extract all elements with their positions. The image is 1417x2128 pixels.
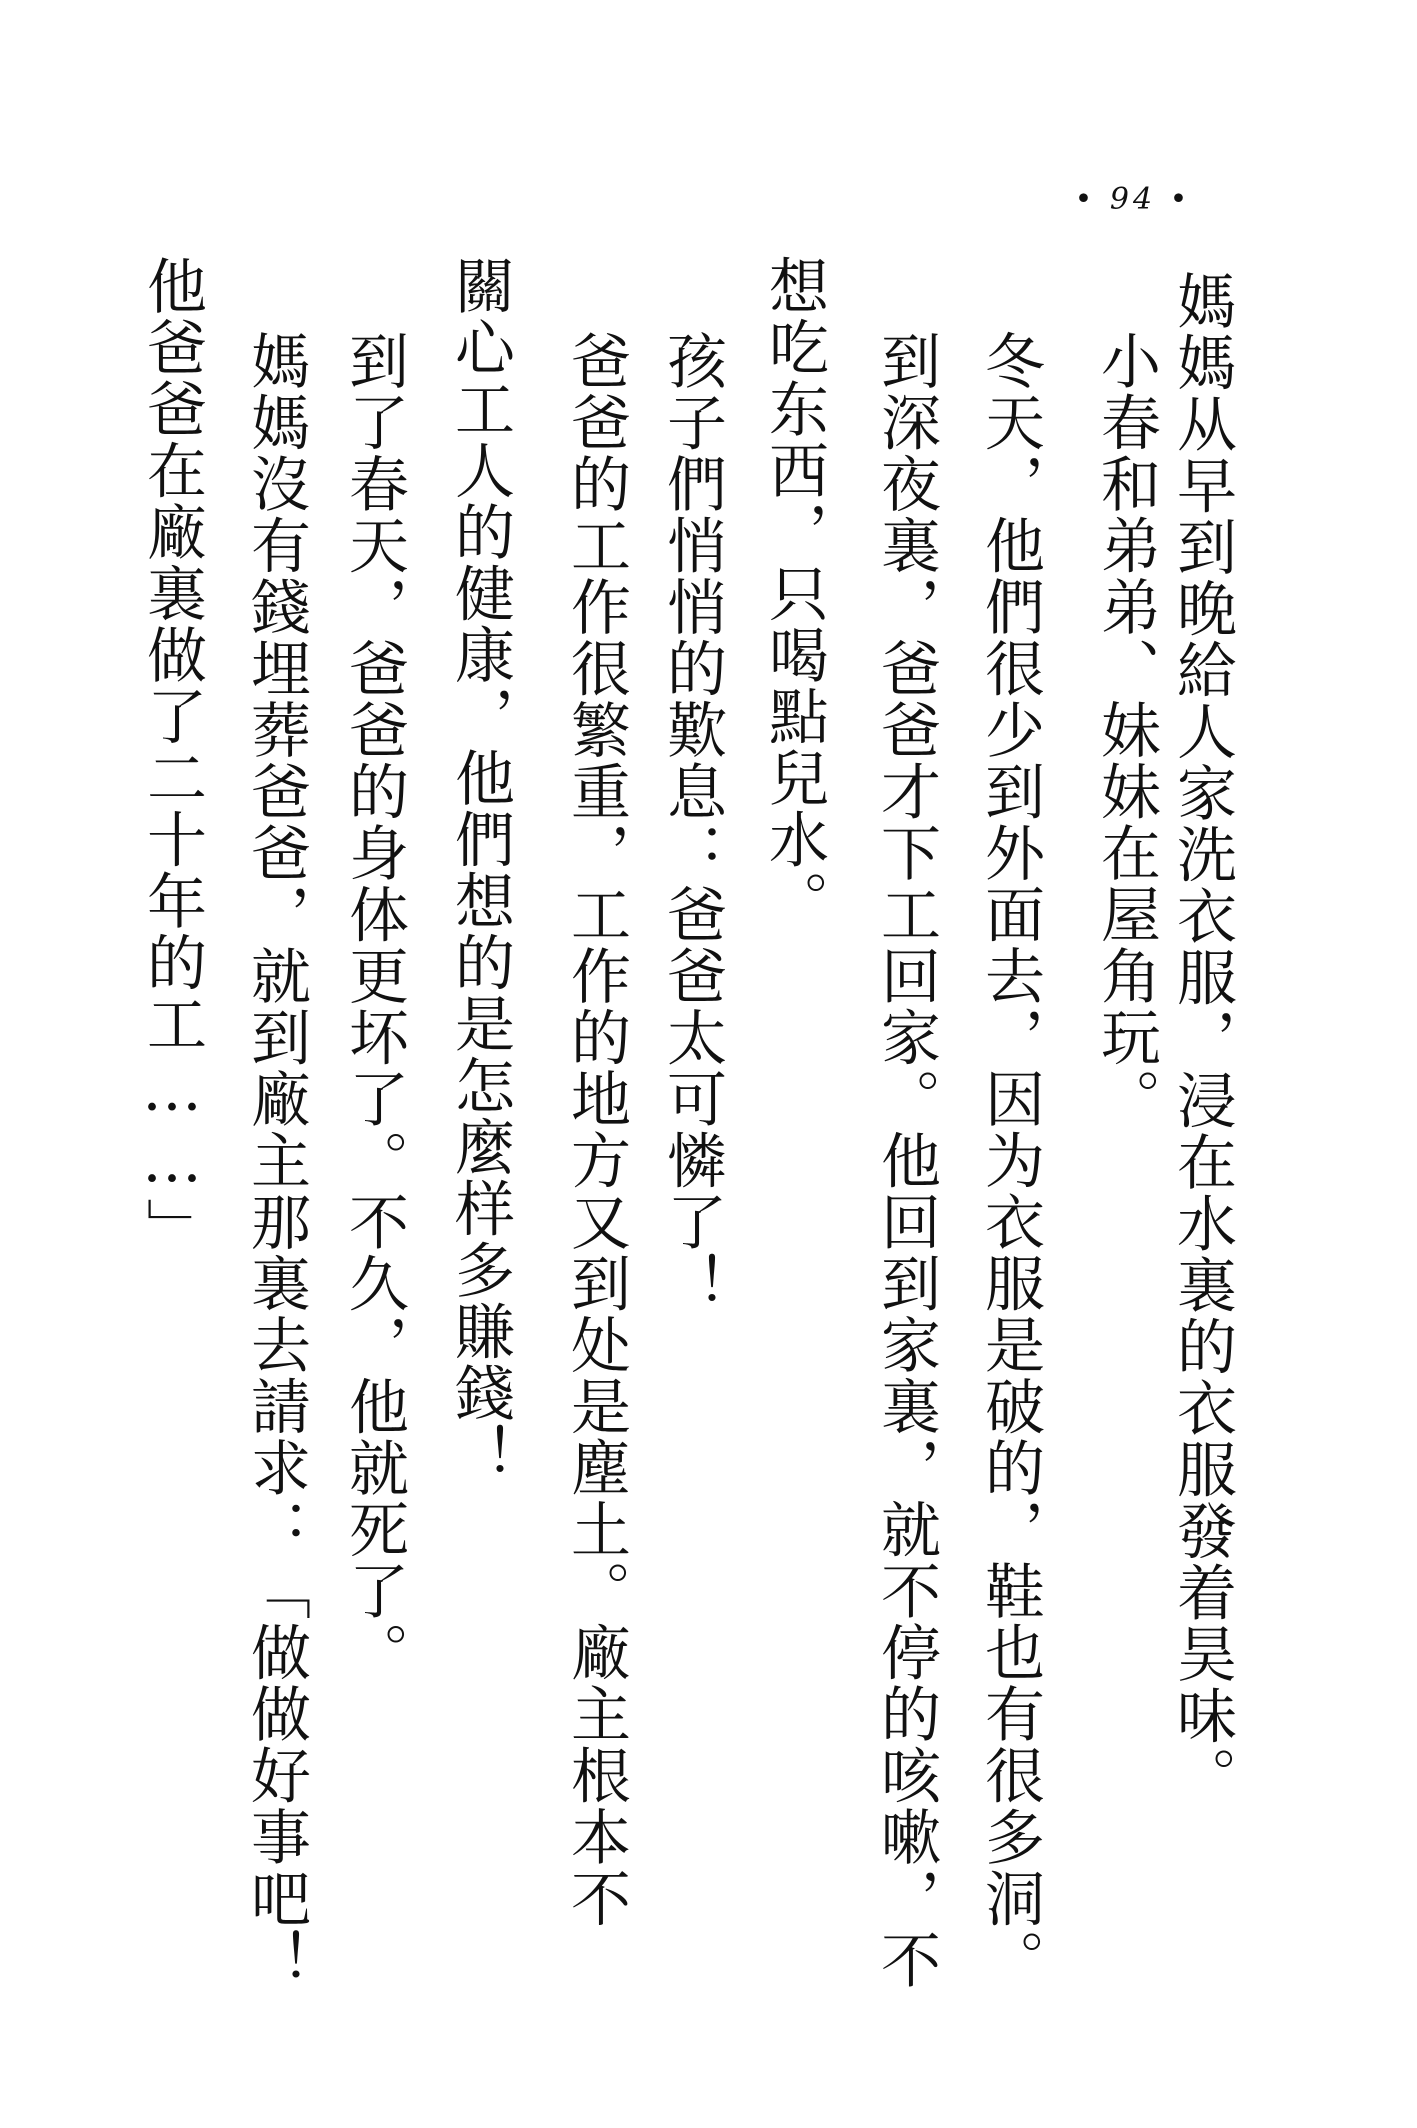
text-column-11: 他爸爸在廠裏做了二十年的工……」 <box>137 255 207 1259</box>
text-column-10: 媽媽沒有錢埋葬爸爸，就到廠主那裏去請求：「做做好事吧！ <box>241 330 311 1991</box>
text-column-5: 想吃东西，只喝點兒水。 <box>759 255 829 932</box>
text-column-7: 爸爸的工作很繁重，工作的地方又到处是塵土。廠主根本不 <box>561 330 631 1929</box>
text-column-9: 到了春天，爸爸的身体更坏了。不久，他就死了。 <box>339 330 409 1683</box>
text-column-6: 孩子們悄悄的歎息：爸爸太可憐了！ <box>657 330 727 1314</box>
text-column-1: 媽媽从早到晚給人家洗衣服，浸在水裏的衣服發着昊味。 <box>1167 270 1237 1808</box>
page-number: • 94 • <box>1074 182 1192 217</box>
text-column-2: 小春和弟弟、妹妹在屋角玩。 <box>1091 330 1161 1130</box>
text-column-4: 到深夜裏，爸爸才下工回家。他回到家裏，就不停的咳嗽，不 <box>871 330 941 1991</box>
text-column-3: 冬天，他們很少到外面去，因为衣服是破的，鞋也有很多洞。 <box>975 330 1045 1991</box>
text-column-8: 關心工人的健康，他們想的是怎麼样多賺錢！ <box>445 255 515 1485</box>
